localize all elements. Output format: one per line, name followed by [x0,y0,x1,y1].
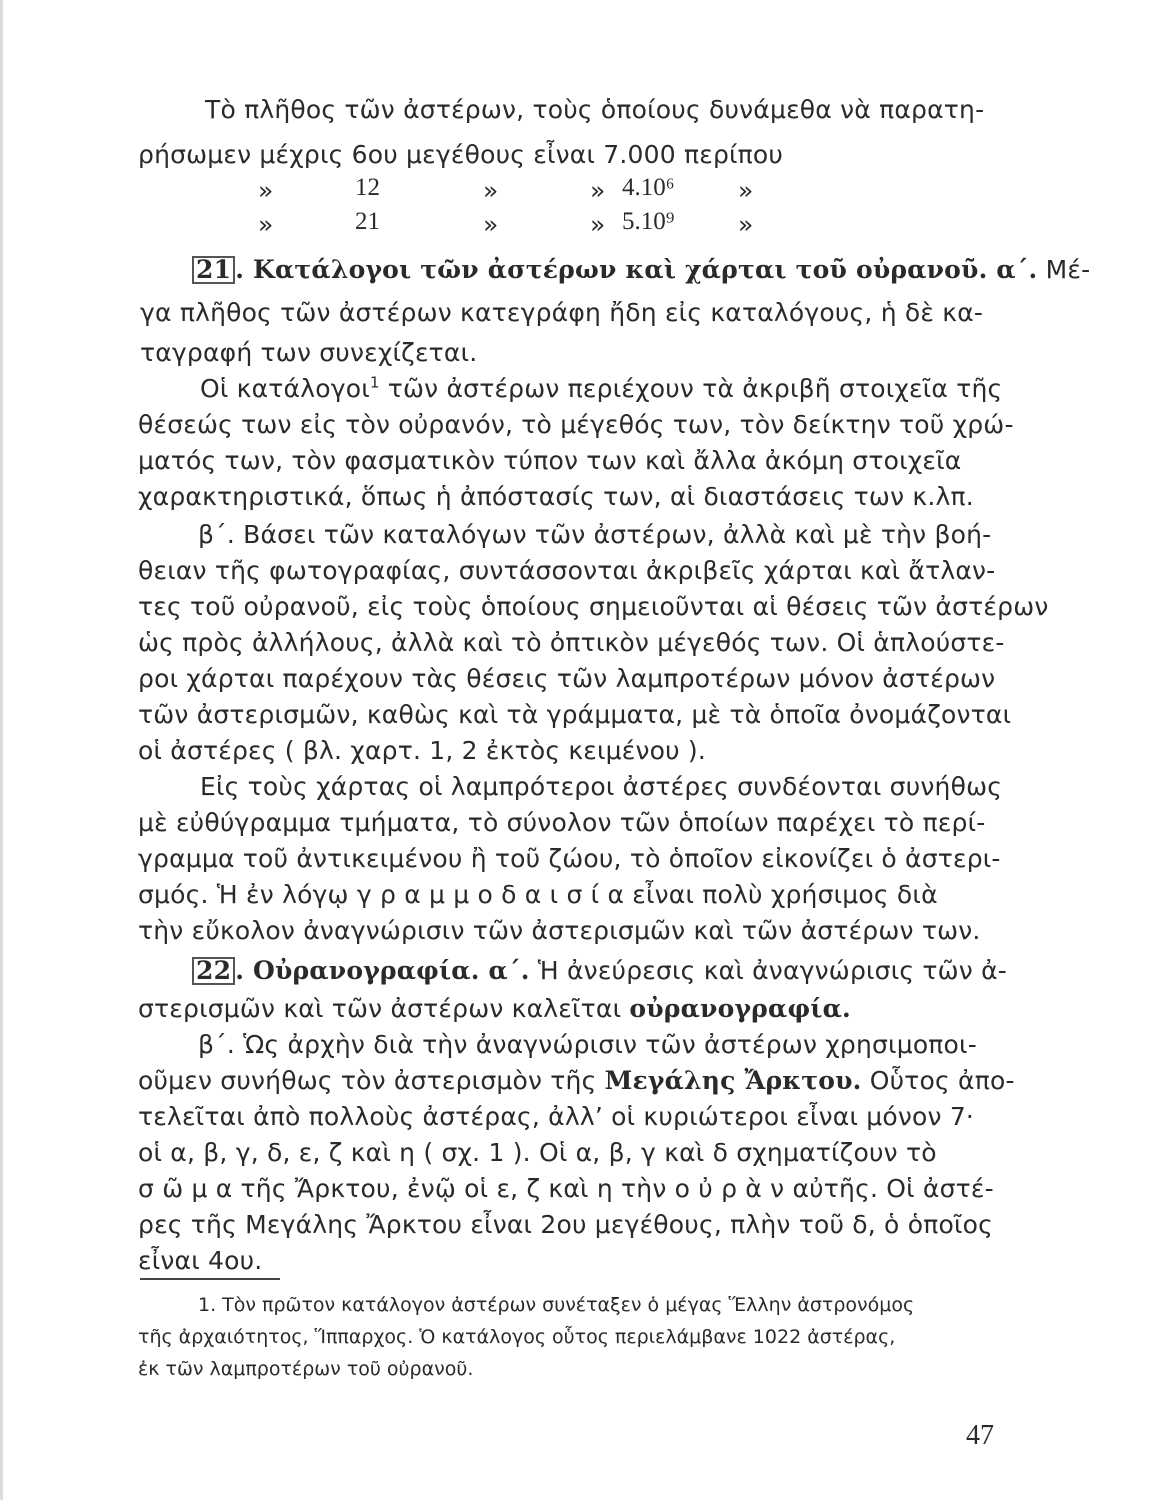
page-number: 47 [966,1420,994,1451]
text-segment: τῶν ἀστέρων περιέχουν τὰ ἀκριβῆ στοιχεῖα τῆς [379,374,1003,403]
s21-p3-line-2: θειαν τῆς φωτογραφίας, συντάσσονται ἀκριβεῖς χάρται καὶ ἄτλαν- [138,556,996,585]
ditto-mark: » [483,210,499,239]
text-segment: Οἱ κατάλογοι [200,374,370,403]
ditto-mark: » [258,210,274,239]
s21-p4-line-2: μὲ εὐθύγραμμα τμήματα, τὸ σύνολον τῶν ὁποίων παρέχει τὸ περί- [138,808,986,837]
section-22-heading [192,956,1007,986]
section-number-box: 21 [192,256,235,284]
magnitude-value: 21 [355,208,380,235]
footnote-rule [140,1278,280,1280]
s22-p2-line-5: σ ῶ μ α τῆς Ἄρκτου, ἐνῷ οἱ ε, ζ καὶ η τὴν ο ὐ ρ ὰ ν αὐτῆς. Οἱ ἀστέ- [138,1174,994,1203]
section-title-rest: Ἡ ἀνεύρεσις καὶ ἀναγνώρισις τῶν ἀ- [529,956,1007,985]
s21-p3-line-6: τῶν ἀστερισμῶν, καθὼς καὶ τὰ γράμματα, μὲ τὰ ὁποῖα ὀνομάζονται [138,700,1012,729]
s21-p3-line-4: ὡς πρὸς ἀλλήλους, ἀλλὰ καὶ τὸ ὀπτικὸν μέγεθός των. Οἱ ἁπλούστε- [138,628,1005,657]
ditto-mark: » [590,210,606,239]
s22-p2-line-7: εἶναι 4ου. [138,1246,263,1275]
page-edge-shadow [0,0,3,1500]
ditto-mark: » [483,176,499,205]
s22-line-2 [138,994,851,1024]
magnitude-value: 12 [355,174,380,201]
s22-p2-line-6: ρες τῆς Μεγάλης Ἄρκτου εἶναι 2ου μεγέθους, πλὴν τοῦ δ, ὁ ὁποῖος [138,1210,993,1239]
s22-p2-line-3: τελεῖται ἀπὸ πολλοὺς ἀστέρας, ἀλλ’ οἱ κυριώτεροι εἶναι μόνον 7· [138,1102,975,1131]
text-segment: στερισμῶν καὶ τῶν ἀστέρων καλεῖται [138,994,630,1023]
section-title: . Κατάλογοι τῶν ἀστέρων καὶ χάρται τοῦ οὐρανοῦ. α΄. [235,255,1038,284]
footnote-line-3: ἐκ τῶν λαμπροτέρων τοῦ οὐρανοῦ. [138,1358,474,1380]
s21-p4-line-4: σμός. Ἡ ἐν λόγῳ γ ρ α μ μ ο δ α ι σ ί α εἶναι πολὺ χρήσιμος διὰ [138,880,938,909]
s21-p3-line-3: τες τοῦ οὐρανοῦ, εἰς τοὺς ὁποίους σημειοῦνται αἱ θέσεις τῶν ἀστέρων [138,592,1049,621]
section-number-box: 22 [192,957,235,985]
intro-line-2: ρήσωμεν μέχρις 6ου μεγέθους εἶναι 7.000 περίπου [138,140,784,169]
s21-p4-line-5: τὴν εὔκολον ἀναγνώρισιν τῶν ἀστερισμῶν καὶ τῶν ἀστέρων των. [138,916,981,945]
s21-line-3: ταγραφή των συνεχίζεται. [140,338,478,367]
text-segment: οῦμεν συνήθως τὸν ἀστερισμὸν τῆς [138,1066,605,1095]
ditto-mark: » [590,176,606,205]
ditto-mark: » [258,176,274,205]
s21-line-2: γα πλῆθος τῶν ἀστέρων κατεγράφη ἤδη εἰς καταλόγους, ἡ δὲ κα- [140,298,984,327]
s22-p2-line-1: β΄. Ὡς ἀρχὴν διὰ τὴν ἀναγνώρισιν τῶν ἀστέρων χρησιμοποι- [198,1030,977,1059]
s21-p2-line-1 [200,374,1002,404]
s22-p2-line-4: οἱ α, β, γ, δ, ε, ζ καὶ η ( σχ. 1 ). Οἱ α, β, γ καὶ δ σχηματίζουν τὸ [138,1138,937,1167]
s21-p3-line-7: οἱ ἀστέρες ( βλ. χαρτ. 1, 2 ἐκτὸς κειμένου ). [138,736,707,765]
s21-p2-line-4: χαρακτηριστικά, ὅπως ἡ ἀπόστασίς των, αἱ διαστάσεις των κ.λπ. [138,482,974,511]
s21-p4-line-3: γραμμα τοῦ ἀντικειμένου ἢ τοῦ ζώου, τὸ ὁποῖον εἰκονίζει ὁ ἀστερι- [138,844,1001,873]
footnote-line-1: 1. Τὸν πρῶτον κατάλογον ἀστέρων συνέταξεν ὁ μέγας Ἕλλην ἀστρονόμος [198,1294,915,1316]
section-title-rest: Μέ- [1037,255,1091,284]
star-count: 4.10⁶ [622,174,675,201]
section-21-heading [192,255,1090,285]
term-bold: οὐρανογραφία. [629,994,851,1023]
section-title: . Οὐρανογραφία. α΄. [235,956,530,985]
text-segment: Οὗτος ἀπο- [861,1066,1015,1095]
s22-p2-line-2 [138,1066,1015,1096]
s21-p3-line-5: ροι χάρται παρέχουν τὰς θέσεις τῶν λαμπροτέρων μόνον ἀστέρων [138,664,996,693]
s21-p2-line-2: θέσεώς των εἰς τὸν οὐρανόν, τὸ μέγεθός των, τὸν δείκτην τοῦ χρώ- [138,410,1014,439]
footnote-line-2: τῆς ἀρχαιότητος, Ἵππαρχος. Ὁ κατάλογος οὗτος περιελάμβανε 1022 ἀστέρας, [138,1326,896,1348]
term-bold: Μεγάλης Ἄρκτου. [604,1066,862,1095]
star-count: 5.10⁹ [622,208,675,235]
s21-p2-line-3: ματός των, τὸν φασματικὸν τύπον των καὶ ἄλλα ἀκόμη στοιχεῖα [138,446,962,475]
s21-p3-line-1: β΄. Βάσει τῶν καταλόγων τῶν ἀστέρων, ἀλλὰ καὶ μὲ τὴν βοή- [198,520,992,549]
footnote-marker: 1 [369,373,380,392]
ditto-mark: » [738,210,754,239]
ditto-mark: » [738,176,754,205]
intro-line-1: Τὸ πλῆθος τῶν ἀστέρων, τοὺς ὁποίους δυνάμεθα νὰ παρατη- [205,95,985,124]
s21-p4-line-1: Εἰς τοὺς χάρτας οἱ λαμπρότεροι ἀστέρες συνδέονται συνήθως [200,772,1003,801]
